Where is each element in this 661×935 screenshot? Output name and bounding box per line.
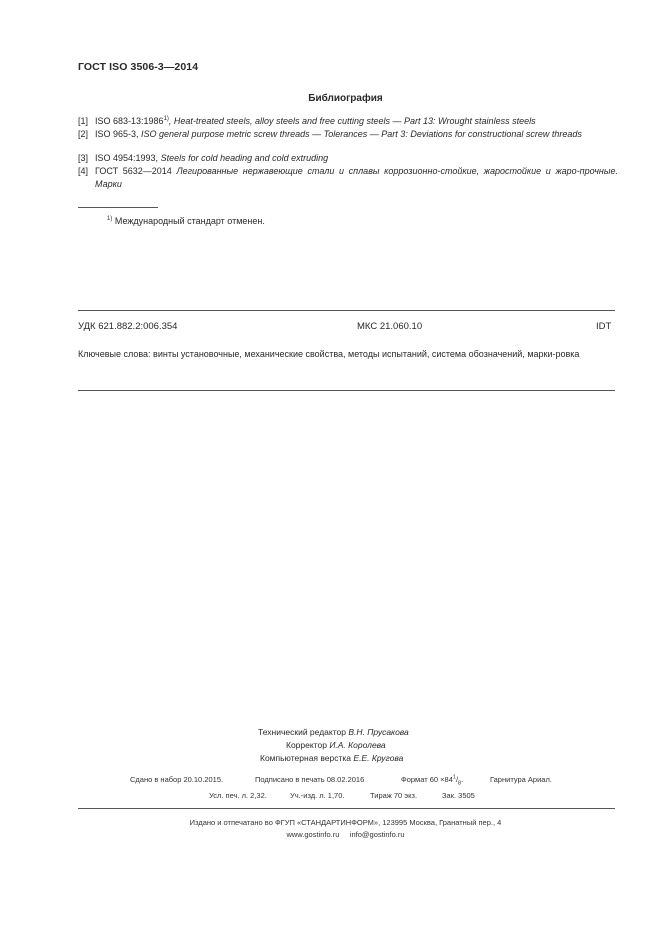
reference-title: ISO general purpose metric screw threads — Tolerances — Part 3: Deviations for constructional screw threads — [138, 129, 582, 139]
corrector-name: И.А. Королева — [329, 740, 386, 750]
bibliography-title: Библиография — [308, 93, 383, 104]
corrector-line — [286, 739, 386, 752]
reference-code: ISO 683-13:1986 — [95, 116, 164, 126]
footnote-separator — [78, 207, 158, 208]
contacts — [0, 830, 661, 839]
reference-entry — [78, 152, 618, 165]
reference-entry — [78, 115, 618, 128]
reference-title: Steels for cold heading and cold extruding — [158, 153, 329, 163]
order-number: Зак. 3505 — [442, 791, 475, 800]
bottom-divider — [78, 390, 615, 391]
layout-label: Компьютерная верстка — [260, 753, 352, 763]
footnote — [107, 216, 265, 226]
standard-header: ГОСТ ISO 3506-3—2014 — [78, 61, 199, 73]
footnote-mark: 1) — [107, 216, 113, 222]
reference-number: [3] — [78, 153, 89, 163]
corrector-label: Корректор — [286, 740, 327, 750]
footnote-marker: 1) — [163, 116, 169, 122]
typeface: Гарнитура Ариал. — [490, 775, 552, 784]
reference-code: ISO 965-3, — [95, 129, 139, 139]
mks-code: МКС 21.060.10 — [357, 321, 423, 332]
layout-name: Е.Е. Кругова — [353, 753, 404, 763]
reference-entry — [78, 165, 618, 191]
website-link[interactable]: www.gostinfo.ru — [286, 830, 340, 839]
reference-title: Легированные нержавеющие стали и сплавы коррозионно-стойкие, жаростойкие и жаро-прочные. Марки — [95, 166, 618, 189]
reference-code: ISO 4954:1993, — [95, 153, 159, 163]
reference-number: [2] — [78, 129, 89, 139]
tech-editor-line — [258, 726, 409, 739]
email-link[interactable]: info@gostinfo.ru — [349, 830, 405, 839]
print-run: Тираж 70 экз. — [370, 791, 418, 800]
print-sheets: Усл. печ. л. 2,32. — [209, 791, 267, 800]
paper-format: Формат $60 \times 84^1/_8$. — [401, 774, 464, 787]
typeset-date: Сдано в набор 20.10.2015. — [130, 775, 224, 784]
imprint-divider — [78, 808, 615, 809]
publisher-info: Издано и отпечатано во ФГУП «СТАНДАРТИНФОРМ», 123995 Москва, Гранатный пер., 4 — [189, 818, 502, 827]
keywords: Ключевые слова: винты установочные, механические свойства, методы испытаний, система обозначений, марки-ровка — [78, 349, 580, 359]
tech-editor-name: В.Н. Прусакова — [348, 727, 409, 737]
layout-line — [260, 752, 403, 765]
udk-code: УДК 621.882.2:006.354 — [78, 321, 178, 332]
footnote-text: Международный стандарт отменен. — [112, 216, 265, 226]
reference-number: [1] — [78, 116, 89, 126]
reference-title: , Heat-treated steels, alloy steels and free cutting steels — Part 13: Wrought stainless steels — [168, 116, 536, 126]
signed-date: Подписано в печать 08.02.2016 — [255, 775, 365, 784]
reference-number: [4] — [78, 166, 89, 176]
reference-code: ГОСТ 5632—2014 — [95, 166, 172, 176]
publisher-sheets: Уч.-изд. л. 1,70. — [290, 791, 345, 800]
reference-entry — [78, 128, 618, 141]
idt-label: IDT — [596, 321, 612, 332]
top-divider — [78, 310, 615, 311]
tech-editor-label: Технический редактор — [258, 727, 346, 737]
